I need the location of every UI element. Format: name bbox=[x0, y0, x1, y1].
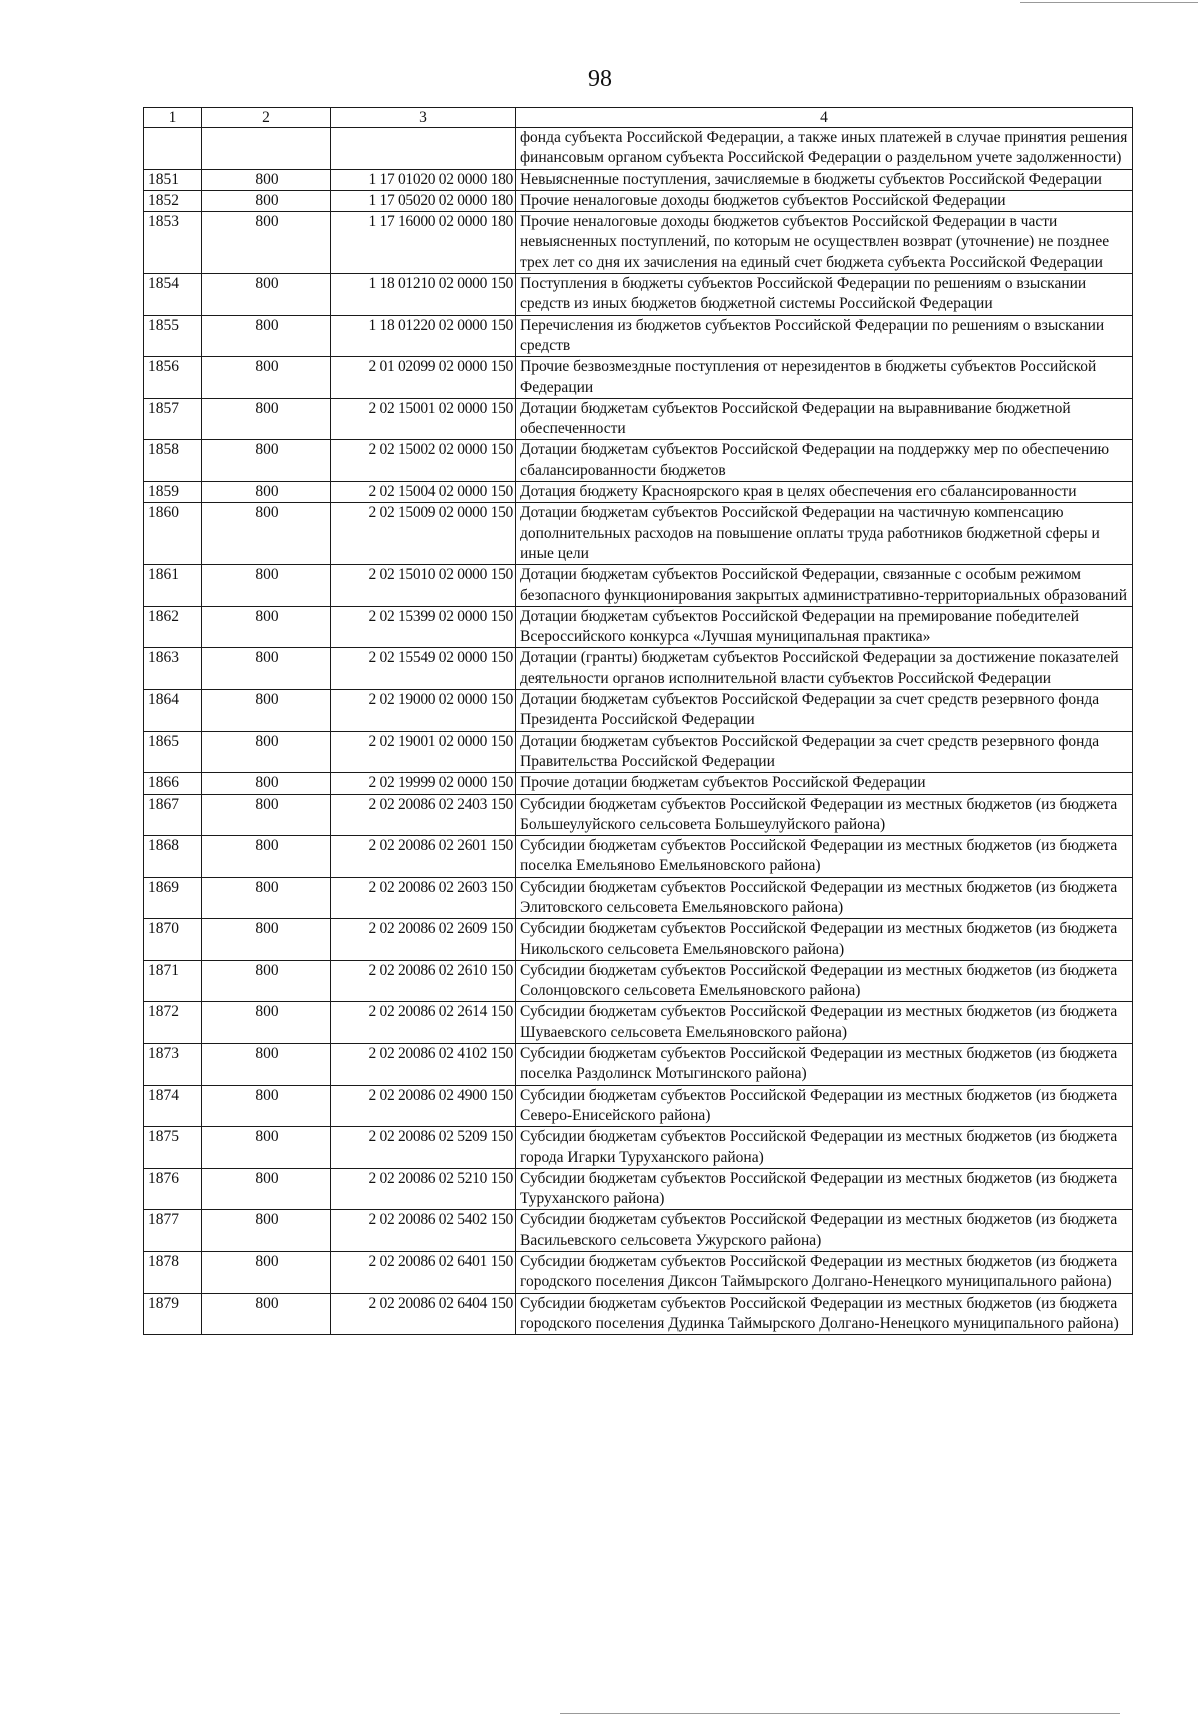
income-description: Дотации бюджетам субъектов Российской Федерации за счет средств резервного фонда Правительства Российской Федерации bbox=[516, 731, 1133, 773]
administrator-code: 800 bbox=[202, 482, 331, 503]
row-number: 1874 bbox=[144, 1085, 202, 1127]
administrator-code: 800 bbox=[202, 690, 331, 732]
table-row bbox=[144, 606, 1133, 648]
table-row bbox=[144, 357, 1133, 399]
row-number: 1854 bbox=[144, 274, 202, 316]
row-number: 1873 bbox=[144, 1044, 202, 1086]
income-description: Дотации бюджетам субъектов Российской Федерации, связанные с особым режимом безопасного функционирования закрытых административно-территориальных образований bbox=[516, 565, 1133, 607]
administrator-code: 800 bbox=[202, 960, 331, 1002]
row-number: 1867 bbox=[144, 794, 202, 836]
administrator-code: 800 bbox=[202, 440, 331, 482]
row-number: 1879 bbox=[144, 1293, 202, 1335]
budget-classification-code: 2 02 20086 02 5402 150 bbox=[331, 1210, 516, 1252]
income-description: Субсидии бюджетам субъектов Российской Федерации из местных бюджетов (из бюджета Никольского сельсовета Емельяновского района) bbox=[516, 919, 1133, 961]
row-number: 1877 bbox=[144, 1210, 202, 1252]
table-row bbox=[144, 315, 1133, 357]
table-row bbox=[144, 1127, 1133, 1169]
income-description: Дотации бюджетам субъектов Российской Федерации на частичную компенсацию дополнительных расходов на повышение оплаты труда работников бюджетной сферы и иные цели bbox=[516, 503, 1133, 565]
budget-classification-code: 2 02 20086 02 2601 150 bbox=[331, 836, 516, 878]
income-description: Дотации бюджетам субъектов Российской Федерации за счет средств резервного фонда Президента Российской Федерации bbox=[516, 690, 1133, 732]
budget-classification-code: 2 01 02099 02 0000 150 bbox=[331, 357, 516, 399]
budget-classification-code: 2 02 20086 02 2403 150 bbox=[331, 794, 516, 836]
budget-classification-code: 2 02 20086 02 2609 150 bbox=[331, 919, 516, 961]
administrator-code: 800 bbox=[202, 315, 331, 357]
budget-classification-code: 2 02 20086 02 5210 150 bbox=[331, 1168, 516, 1210]
row-number: 1852 bbox=[144, 190, 202, 211]
income-description: Дотации (гранты) бюджетам субъектов Российской Федерации за достижение показателей деятельности органов исполнительной власти субъектов Российской Федерации bbox=[516, 648, 1133, 690]
table-row bbox=[144, 877, 1133, 919]
row-number: 1872 bbox=[144, 1002, 202, 1044]
administrator-code: 800 bbox=[202, 1168, 331, 1210]
budget-classification-code: 2 02 19999 02 0000 150 bbox=[331, 773, 516, 794]
income-description: Прочие дотации бюджетам субъектов Российской Федерации bbox=[516, 773, 1133, 794]
table-row bbox=[144, 794, 1133, 836]
row-number: 1863 bbox=[144, 648, 202, 690]
administrator-code: 800 bbox=[202, 648, 331, 690]
table-row bbox=[144, 1002, 1133, 1044]
scan-edge-bottom bbox=[560, 1713, 1120, 1714]
table-header bbox=[144, 108, 1133, 128]
header-row bbox=[144, 108, 1133, 128]
column-header-4: 4 bbox=[516, 108, 1133, 128]
row-number: 1857 bbox=[144, 398, 202, 440]
income-description: Дотации бюджетам субъектов Российской Федерации на выравнивание бюджетной обеспеченности bbox=[516, 398, 1133, 440]
table-row bbox=[144, 773, 1133, 794]
row-number: 1876 bbox=[144, 1168, 202, 1210]
table-row bbox=[144, 648, 1133, 690]
row-number: 1875 bbox=[144, 1127, 202, 1169]
budget-classification-code: 2 02 15001 02 0000 150 bbox=[331, 398, 516, 440]
row-number: 1868 bbox=[144, 836, 202, 878]
budget-classification-code: 1 17 01020 02 0000 180 bbox=[331, 169, 516, 190]
table-row bbox=[144, 190, 1133, 211]
administrator-code: 800 bbox=[202, 190, 331, 211]
income-description: Субсидии бюджетам субъектов Российской Федерации из местных бюджетов (из бюджета городского поселения Диксон Таймырского Долгано-Ненецкого муниципального района) bbox=[516, 1252, 1133, 1294]
row-number: 1862 bbox=[144, 606, 202, 648]
budget-classification-code: 2 02 15549 02 0000 150 bbox=[331, 648, 516, 690]
row-number: 1855 bbox=[144, 315, 202, 357]
budget-classification-code: 2 02 19000 02 0000 150 bbox=[331, 690, 516, 732]
income-description: Субсидии бюджетам субъектов Российской Федерации из местных бюджетов (из бюджета Туруханского района) bbox=[516, 1168, 1133, 1210]
row-number: 1869 bbox=[144, 877, 202, 919]
row-number: 1858 bbox=[144, 440, 202, 482]
row-number: 1861 bbox=[144, 565, 202, 607]
table-row bbox=[144, 482, 1133, 503]
budget-classification-code: 2 02 20086 02 4900 150 bbox=[331, 1085, 516, 1127]
table-row bbox=[144, 836, 1133, 878]
budget-classification-code: 2 02 20086 02 6401 150 bbox=[331, 1252, 516, 1294]
administrator-code: 800 bbox=[202, 836, 331, 878]
income-description: Дотации бюджетам субъектов Российской Федерации на поддержку мер по обеспечению сбалансированности бюджетов bbox=[516, 440, 1133, 482]
budget-classification-code: 2 02 15002 02 0000 150 bbox=[331, 440, 516, 482]
administrator-code: 800 bbox=[202, 794, 331, 836]
column-header-3: 3 bbox=[331, 108, 516, 128]
administrator-code bbox=[202, 128, 331, 170]
row-number: 1870 bbox=[144, 919, 202, 961]
budget-classification-code: 2 02 19001 02 0000 150 bbox=[331, 731, 516, 773]
income-description: Дотации бюджетам субъектов Российской Федерации на премирование победителей Всероссийского конкурса «Лучшая муниципальная практика» bbox=[516, 606, 1133, 648]
administrator-code: 800 bbox=[202, 357, 331, 399]
income-description: фонда субъекта Российской Федерации, а также иных платежей в случае принятия решения финансовым органом субъекта Российской Федерации о раздельном учете задолженности) bbox=[516, 128, 1133, 170]
income-description: Субсидии бюджетам субъектов Российской Федерации из местных бюджетов (из бюджета Элитовского сельсовета Емельяновского района) bbox=[516, 877, 1133, 919]
budget-classification-code: 2 02 15010 02 0000 150 bbox=[331, 565, 516, 607]
administrator-code: 800 bbox=[202, 919, 331, 961]
budget-classification-code bbox=[331, 128, 516, 170]
table-row bbox=[144, 731, 1133, 773]
income-description: Субсидии бюджетам субъектов Российской Федерации из местных бюджетов (из бюджета городского поселения Дудинка Таймырского Долгано-Ненецкого муниципального района) bbox=[516, 1293, 1133, 1335]
income-description: Прочие неналоговые доходы бюджетов субъектов Российской Федерации в части невыясненных поступлений, по которым не осуществлен возврат (уточнение) не позднее трех лет со дня их зачисления на единый счет бюджета субъекта Российской Федерации bbox=[516, 212, 1133, 274]
income-description: Невыясненные поступления, зачисляемые в бюджеты субъектов Российской Федерации bbox=[516, 169, 1133, 190]
table-row bbox=[144, 440, 1133, 482]
table-row bbox=[144, 212, 1133, 274]
administrator-code: 800 bbox=[202, 274, 331, 316]
administrator-code: 800 bbox=[202, 731, 331, 773]
income-description: Субсидии бюджетам субъектов Российской Федерации из местных бюджетов (из бюджета поселка Емельяново Емельяновского района) bbox=[516, 836, 1133, 878]
administrator-code: 800 bbox=[202, 606, 331, 648]
budget-classification-code: 2 02 20086 02 2614 150 bbox=[331, 1002, 516, 1044]
table-body bbox=[144, 128, 1133, 1335]
budget-classification-code: 1 17 05020 02 0000 180 bbox=[331, 190, 516, 211]
income-description: Субсидии бюджетам субъектов Российской Федерации из местных бюджетов (из бюджета Северо-Енисейского района) bbox=[516, 1085, 1133, 1127]
income-description: Субсидии бюджетам субъектов Российской Федерации из местных бюджетов (из бюджета Васильевского сельсовета Ужурского района) bbox=[516, 1210, 1133, 1252]
budget-classification-code: 2 02 15009 02 0000 150 bbox=[331, 503, 516, 565]
administrator-code: 800 bbox=[202, 565, 331, 607]
administrator-code: 800 bbox=[202, 1252, 331, 1294]
row-number: 1859 bbox=[144, 482, 202, 503]
administrator-code: 800 bbox=[202, 212, 331, 274]
income-description: Субсидии бюджетам субъектов Российской Федерации из местных бюджетов (из бюджета Шуваевского сельсовета Емельяновского района) bbox=[516, 1002, 1133, 1044]
income-description: Перечисления из бюджетов субъектов Российской Федерации по решениям о взыскании средств bbox=[516, 315, 1133, 357]
revenue-codes-table bbox=[143, 107, 1133, 1335]
table-row bbox=[144, 919, 1133, 961]
table-row bbox=[144, 128, 1133, 170]
administrator-code: 800 bbox=[202, 1044, 331, 1086]
budget-classification-code: 2 02 20086 02 2610 150 bbox=[331, 960, 516, 1002]
administrator-code: 800 bbox=[202, 398, 331, 440]
income-description: Прочие неналоговые доходы бюджетов субъектов Российской Федерации bbox=[516, 190, 1133, 211]
income-description: Поступления в бюджеты субъектов Российской Федерации по решениям о взыскании средств из иных бюджетов бюджетной системы Российской Федерации bbox=[516, 274, 1133, 316]
administrator-code: 800 bbox=[202, 1127, 331, 1169]
table-row bbox=[144, 1044, 1133, 1086]
column-header-2: 2 bbox=[202, 108, 331, 128]
column-header-1: 1 bbox=[144, 108, 202, 128]
row-number: 1851 bbox=[144, 169, 202, 190]
table-row bbox=[144, 503, 1133, 565]
budget-classification-code: 1 18 01220 02 0000 150 bbox=[331, 315, 516, 357]
row-number: 1853 bbox=[144, 212, 202, 274]
income-description: Субсидии бюджетам субъектов Российской Федерации из местных бюджетов (из бюджета Солонцовского сельсовета Емельяновского района) bbox=[516, 960, 1133, 1002]
page-number: 98 bbox=[588, 66, 612, 92]
budget-classification-code: 2 02 15399 02 0000 150 bbox=[331, 606, 516, 648]
row-number: 1864 bbox=[144, 690, 202, 732]
administrator-code: 800 bbox=[202, 1002, 331, 1044]
row-number: 1856 bbox=[144, 357, 202, 399]
income-description: Субсидии бюджетам субъектов Российской Федерации из местных бюджетов (из бюджета города Игарки Туруханского района) bbox=[516, 1127, 1133, 1169]
table-row bbox=[144, 169, 1133, 190]
scan-edge-top bbox=[1020, 2, 1198, 3]
administrator-code: 800 bbox=[202, 503, 331, 565]
income-description: Дотация бюджету Красноярского края в целях обеспечения его сбалансированности bbox=[516, 482, 1133, 503]
budget-classification-code: 1 18 01210 02 0000 150 bbox=[331, 274, 516, 316]
administrator-code: 800 bbox=[202, 169, 331, 190]
administrator-code: 800 bbox=[202, 1210, 331, 1252]
income-description: Субсидии бюджетам субъектов Российской Федерации из местных бюджетов (из бюджета поселка Раздолинск Мотыгинского района) bbox=[516, 1044, 1133, 1086]
table-row bbox=[144, 398, 1133, 440]
budget-classification-code: 2 02 20086 02 5209 150 bbox=[331, 1127, 516, 1169]
table-row bbox=[144, 565, 1133, 607]
administrator-code: 800 bbox=[202, 773, 331, 794]
budget-classification-code: 2 02 15004 02 0000 150 bbox=[331, 482, 516, 503]
table-row bbox=[144, 1210, 1133, 1252]
row-number: 1871 bbox=[144, 960, 202, 1002]
table-row bbox=[144, 274, 1133, 316]
budget-classification-code: 1 17 16000 02 0000 180 bbox=[331, 212, 516, 274]
table-row bbox=[144, 1293, 1133, 1335]
row-number: 1865 bbox=[144, 731, 202, 773]
row-number: 1866 bbox=[144, 773, 202, 794]
table-row bbox=[144, 690, 1133, 732]
income-description: Прочие безвозмездные поступления от нерезидентов в бюджеты субъектов Российской Федерации bbox=[516, 357, 1133, 399]
row-number: 1860 bbox=[144, 503, 202, 565]
administrator-code: 800 bbox=[202, 1293, 331, 1335]
administrator-code: 800 bbox=[202, 877, 331, 919]
table-row bbox=[144, 1168, 1133, 1210]
table-row bbox=[144, 960, 1133, 1002]
budget-classification-code: 2 02 20086 02 2603 150 bbox=[331, 877, 516, 919]
administrator-code: 800 bbox=[202, 1085, 331, 1127]
income-description: Субсидии бюджетам субъектов Российской Федерации из местных бюджетов (из бюджета Большеулуйского сельсовета Большеулуйского района) bbox=[516, 794, 1133, 836]
table-row bbox=[144, 1085, 1133, 1127]
row-number bbox=[144, 128, 202, 170]
table-row bbox=[144, 1252, 1133, 1294]
budget-classification-code: 2 02 20086 02 4102 150 bbox=[331, 1044, 516, 1086]
row-number: 1878 bbox=[144, 1252, 202, 1294]
budget-classification-code: 2 02 20086 02 6404 150 bbox=[331, 1293, 516, 1335]
